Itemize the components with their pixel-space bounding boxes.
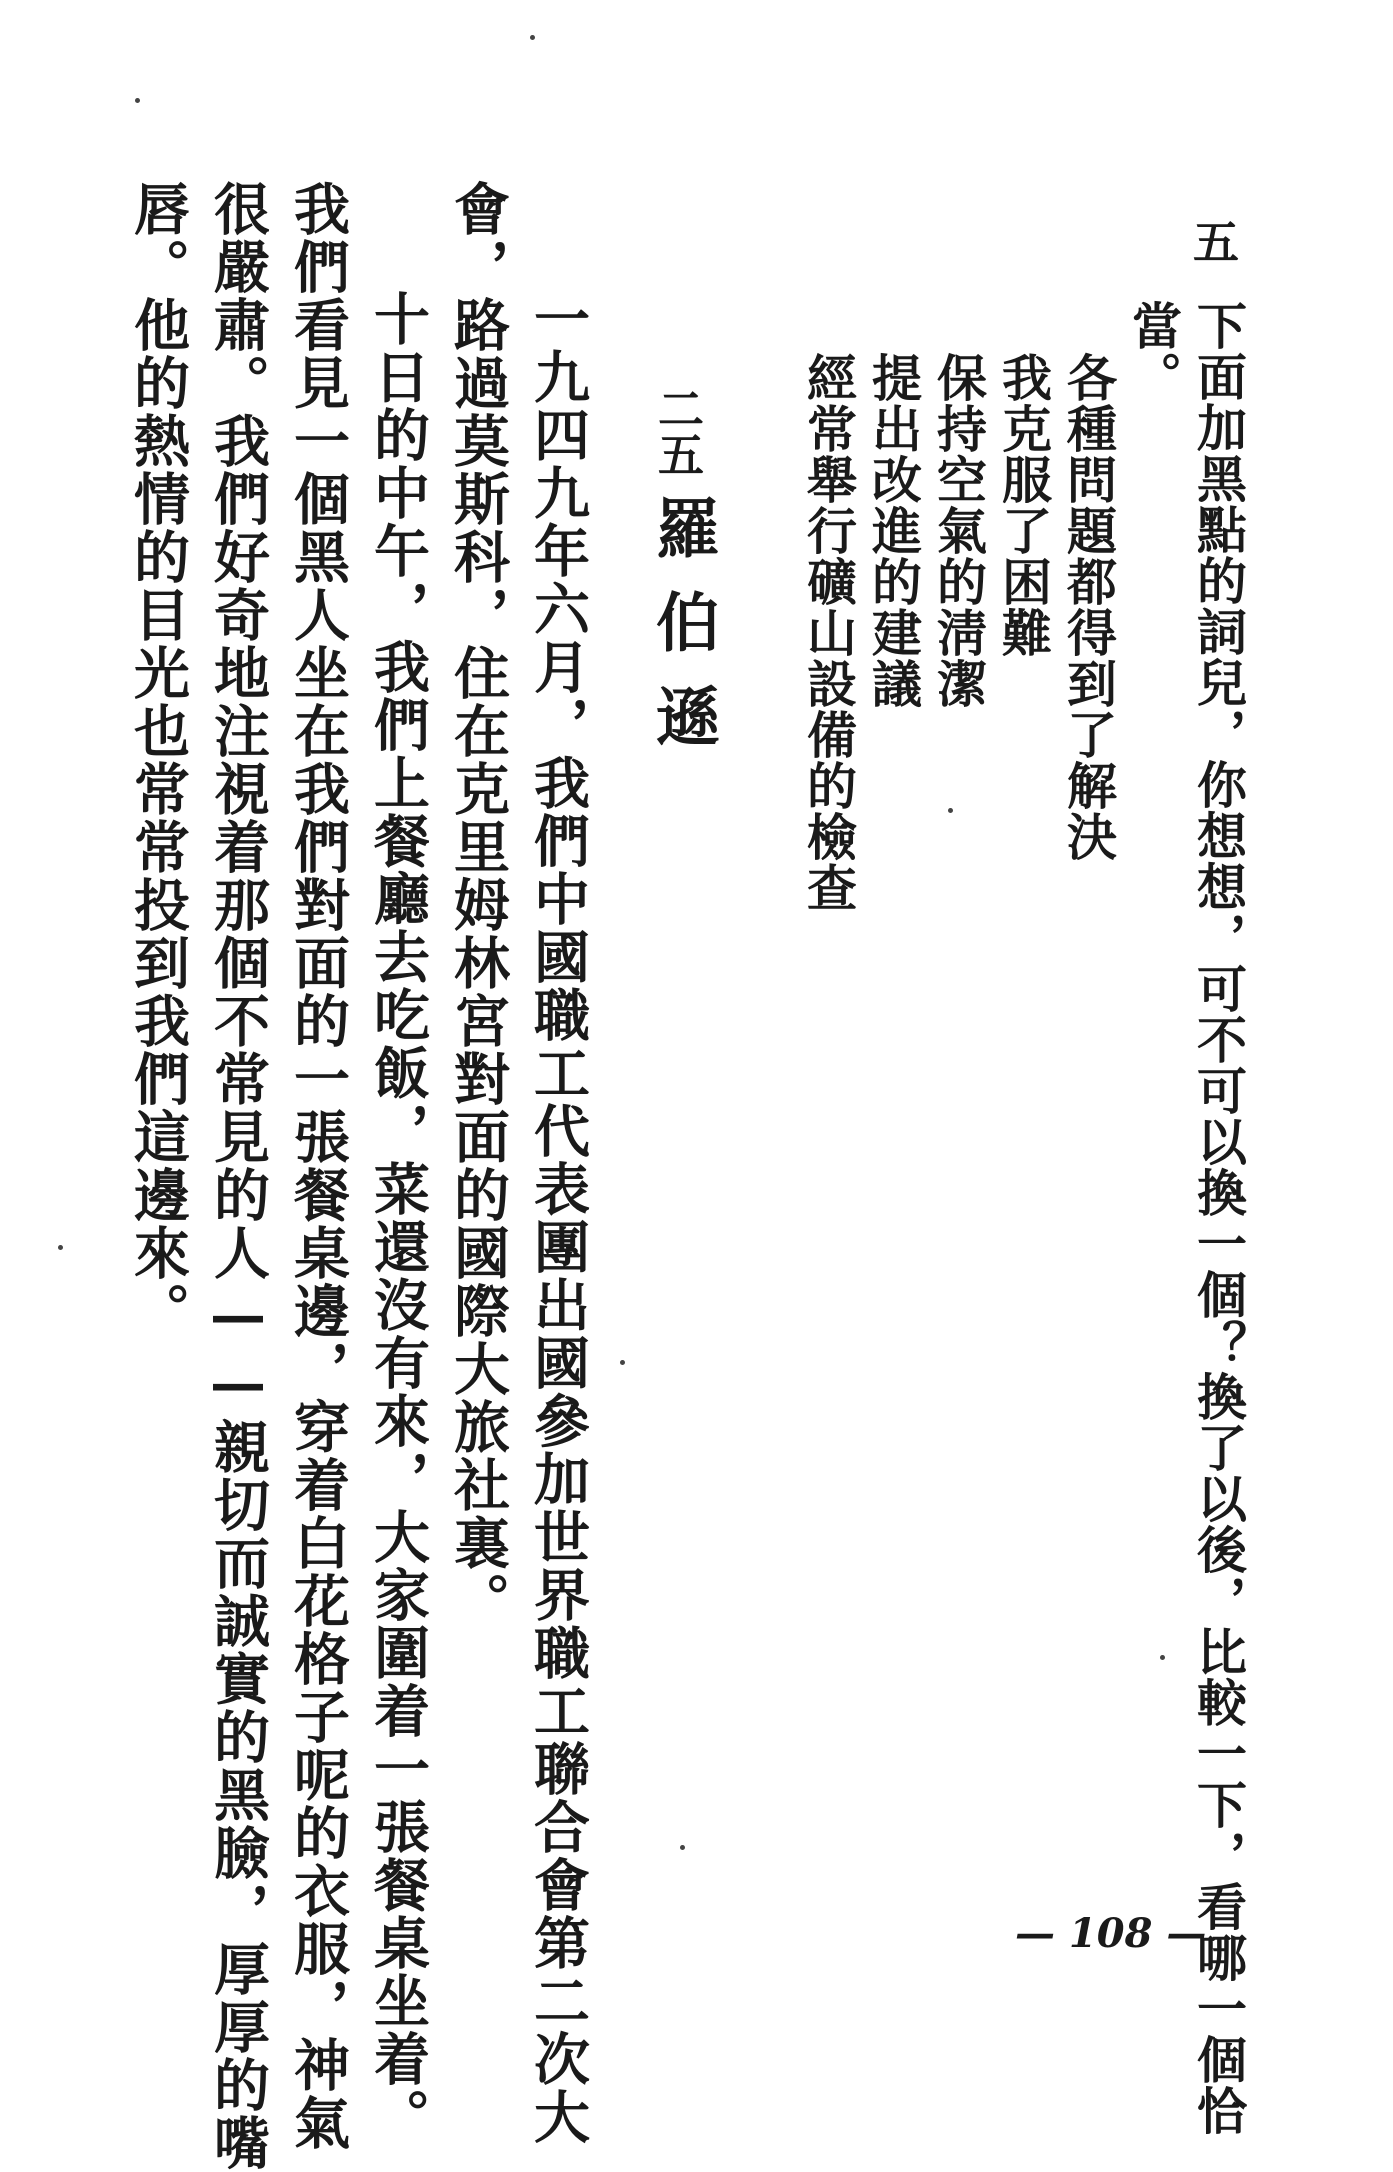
lesson-paragraph-line: 一九四九年六月，我們中國職工代表團出國參加世界職工聯合會第二次大 (525, 290, 591, 2146)
lesson-title: 羅伯遜 (645, 495, 720, 777)
exercise-example: 提出改進的建議 (864, 352, 923, 709)
exercise-example: 我克服了困難 (994, 352, 1053, 658)
print-speck (680, 1845, 685, 1850)
print-speck (948, 808, 953, 813)
print-speck (135, 98, 140, 103)
exercise-number: 五 (1186, 218, 1240, 264)
exercise-example: 經常舉行礦山設備的檢查 (799, 352, 858, 913)
exercise-instruction-line-1: 下面加黑點的詞兒，你想想，可不可以換一個？換了以後，比較一下，看哪一個恰 (1189, 300, 1248, 2136)
lesson-paragraph-line: 唇。他的熱情的目光也常常投到我們這邊來。 (125, 180, 191, 1340)
lesson-paragraph-line: 會，路過莫斯科，住在克里姆林宮對面的國際大旅社裏。 (445, 180, 511, 1630)
page-number: — 108 — (1015, 1910, 1207, 1957)
lesson-paragraph-line: 十日的中午，我們上餐廳去吃飯，菜還沒有來，大家圍着一張餐桌坐着。 (365, 290, 431, 2146)
lesson-paragraph-line: 我們看見一個黑人坐在我們對面的一張餐桌邊，穿着白花格子呢的衣服，神氣 (285, 180, 351, 2152)
lesson-number: 二五 (651, 385, 705, 477)
lesson-paragraph-line: 很嚴肅。我們好奇地注視着那個不常見的人——親切而誠實的黑臉，厚厚的嘴 (205, 180, 271, 2172)
print-speck (58, 1245, 63, 1250)
print-speck (530, 35, 535, 40)
exercise-instruction-line-2: 當。 (1124, 300, 1183, 402)
exercise-example: 各種問題都得到了解決 (1059, 352, 1118, 862)
print-speck (1160, 1655, 1165, 1660)
exercise-example: 保持空氣的淸潔 (929, 352, 988, 709)
print-speck (620, 1360, 625, 1365)
